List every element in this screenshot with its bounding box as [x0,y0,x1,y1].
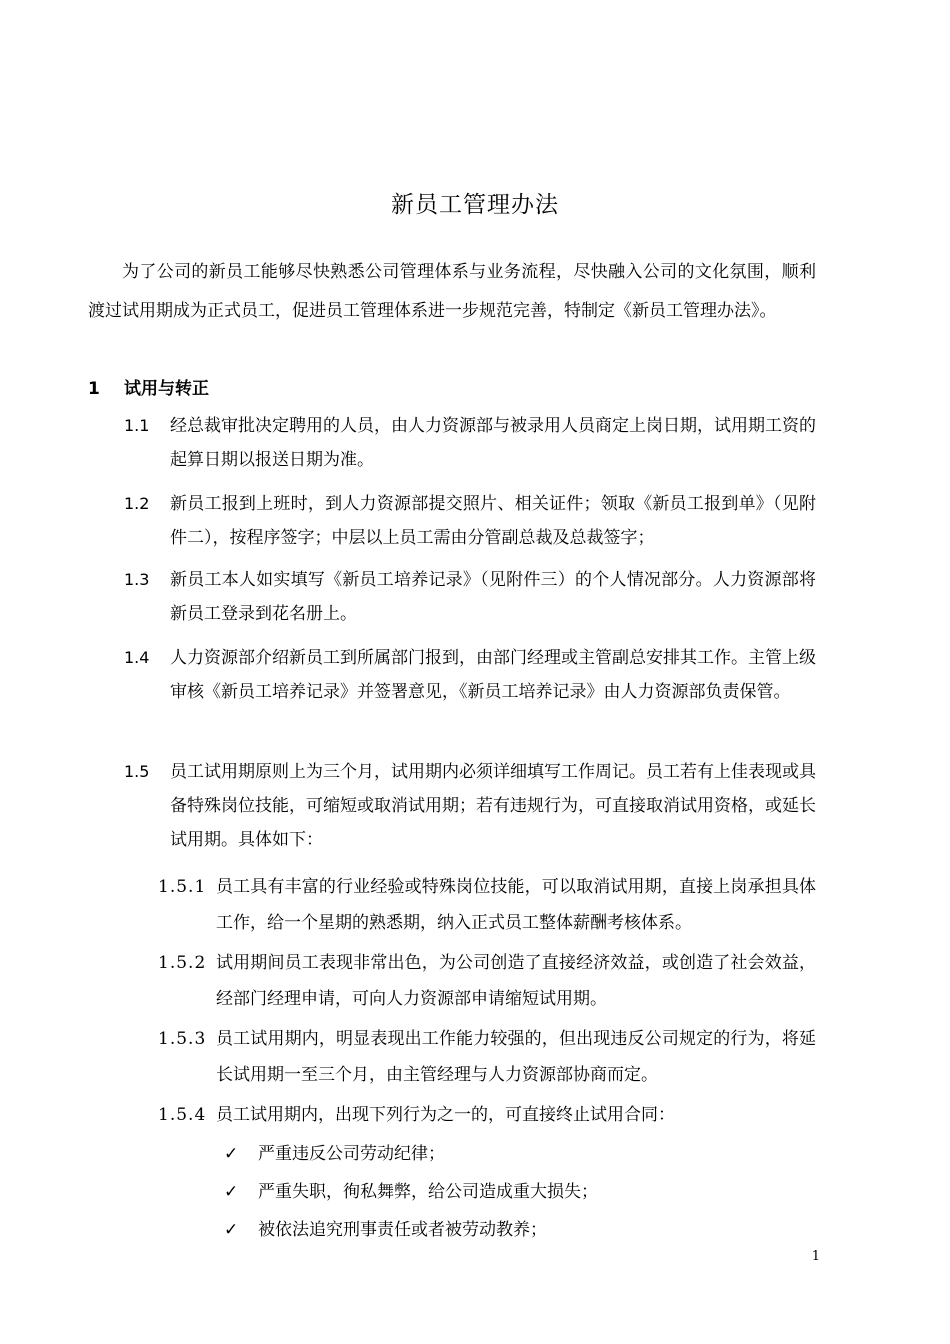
clause-number: 1.3 [124,570,150,589]
clause-text: 新员工报到上班时，到人力资源部提交照片、相关证件；领取《新员工报到单》（见附件二），按程序签字；中层以上员工需由分管副总裁及总裁签字； [170,494,816,548]
bullet-text: 严重失职，徇私舞弊，给公司造成重大损失； [258,1182,598,1202]
section-number: 1 [88,379,100,399]
clause-text: 经总裁审批决定聘用的人员，由人力资源部与被录用人员商定上岗日期，试用期工资的起算日期以报送日期为准。 [170,416,816,470]
clause-text: 人力资源部介绍新员工到所属部门报到，由部门经理或主管副总安排其工作。主管上级审核《新员工培养记录》并签署意见，《新员工培养记录》由人力资源部负责保管。 [170,648,816,702]
subclause-1-5-4 [158,1097,816,1133]
subclause-number: 1.5.3 [158,1029,207,1049]
clause-number: 1.2 [124,494,150,513]
subclause-1-5-2 [158,945,816,1017]
checkmark-icon: ✓ [224,1220,239,1240]
bullet-item [224,1213,547,1247]
section-title: 试用与转正 [124,379,209,399]
subclause-number: 1.5.4 [158,1105,207,1125]
subclause-text: 员工试用期内，明显表现出工作能力较强的，但出现违反公司规定的行为，将延长试用期一至三个月，由主管经理与人力资源部协商而定。 [216,1029,816,1085]
checkmark-icon: ✓ [224,1144,239,1164]
document-title: 新员工管理办法 [391,192,559,218]
section-heading [88,374,209,399]
clause-text: 新员工本人如实填写《新员工培养记录》（见附件三）的个人情况部分。人力资源部将新员工登录到花名册上。 [170,570,816,624]
bullet-text: 严重违反公司劳动纪律； [258,1144,445,1164]
clause-number: 1.4 [124,648,150,667]
bullet-item [224,1175,598,1209]
subclause-number: 1.5.2 [158,953,207,973]
subclause-1-5-1 [158,869,816,941]
clause-1-3 [124,563,816,631]
clause-1-5 [124,755,816,857]
checkmark-icon: ✓ [224,1182,239,1202]
intro-paragraph: 为了公司的新员工能够尽快熟悉公司管理体系与业务流程，尽快融入公司的文化氛围，顺利渡过试用期成为正式员工，促进员工管理体系进一步规范完善，特制定《新员工管理办法》。 [88,262,816,321]
subclause-1-5-3 [158,1021,816,1093]
bullet-item [224,1137,445,1171]
clause-1-4 [124,641,816,709]
subclause-text: 试用期间员工表现非常出色，为公司创造了直接经济效益，或创造了社会效益，经部门经理申请，可向人力资源部申请缩短试用期。 [216,953,816,1009]
clause-1-2 [124,487,816,555]
bullet-text: 被依法追究刑事责任或者被劳动教养； [258,1220,547,1240]
subclause-text: 员工试用期内，出现下列行为之一的，可直接终止试用合同： [216,1105,675,1125]
clause-1-1 [124,409,816,477]
clause-number: 1.1 [124,416,150,435]
subclause-text: 员工具有丰富的行业经验或特殊岗位技能，可以取消试用期，直接上岗承担具体工作，给一个星期的熟悉期，纳入正式员工整体薪酬考核体系。 [216,877,816,933]
subclause-number: 1.5.1 [158,877,207,897]
page-number: 1 [811,1249,820,1264]
clause-number: 1.5 [124,762,150,781]
clause-text: 员工试用期原则上为三个月，试用期内必须详细填写工作周记。员工若有上佳表现或具备特殊岗位技能，可缩短或取消试用期；若有违规行为，可直接取消试用资格，或延长试用期。具体如下： [170,762,816,850]
